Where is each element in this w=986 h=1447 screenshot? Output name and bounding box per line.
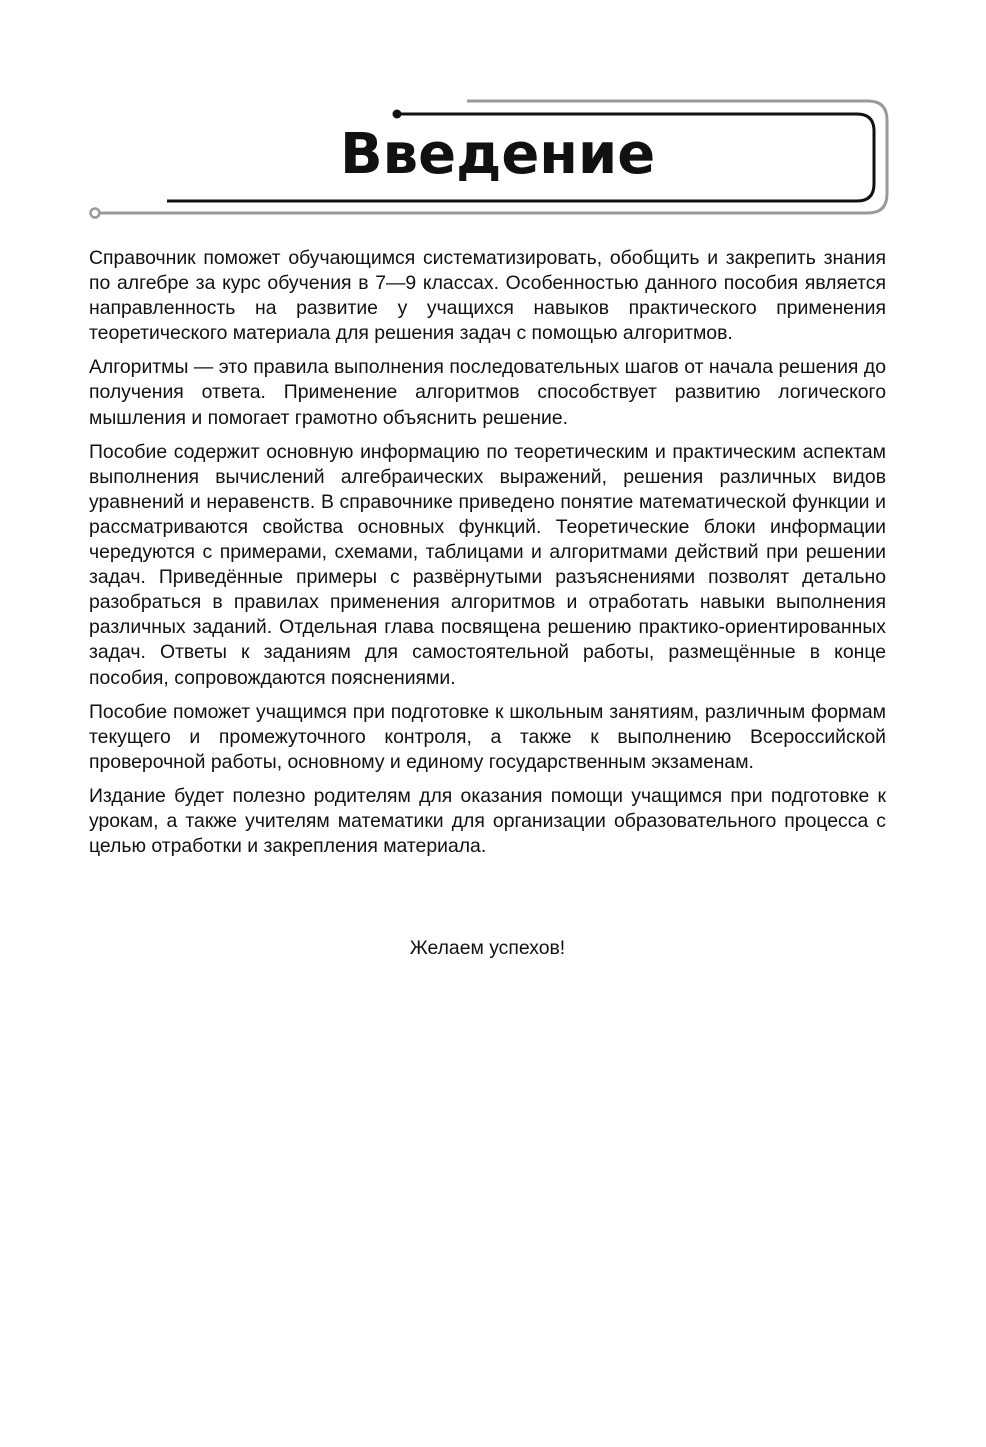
paragraph-4: Пособие поможет учащимся при подготовке к школьным занятиям, различным формам текущего и промежуточного контроля, а также к выполнению Всероссийской проверочной работы, основному и единому государственным экзаменам. xyxy=(89,700,886,773)
paragraph-3: Пособие содержит основную информацию по теоретическим и практическим аспектам выполнения вычислений алгебраических выражений, решения различных видов уравнений и неравенств. В справочнике приведено понятие математической функции и рассматриваются свойства основных функций. Теоретические блоки информации чередуются с примерами, схемами, таблицами и алгоритмами действий при решении задач. Приведённые примеры с развёрнутыми разъяснениями позволят детально разобраться в правилах применения алгоритмов и отработать навыки выполнения различных заданий. Отдельная глава посвящена решению практико-ориентированных задач. Ответы к заданиям для самостоятельной работы, размещённые в конце пособия, сопровождаются пояснениями. xyxy=(89,440,886,689)
header-frame-top-dot xyxy=(393,110,402,119)
chapter-title: Введение xyxy=(340,122,656,187)
paragraph-5: Издание будет полезно родителям для оказания помощи учащимся при подготовке к урокам, а также учителям математики для организации образовательного процесса с целью отработки и закрепления материала. xyxy=(89,784,886,858)
header-frame-left-dot xyxy=(91,209,100,218)
paragraph-1: Справочник поможет обучающимся систематизировать, обобщить и закрепить знания по алгебре за курс обучения в 7—9 классах. Особенностью данного пособия является направленность на развитие у учащихся навыков практического применения теоретического материала для решения задач с помощью алгоритмов. xyxy=(89,247,886,345)
paragraph-2: Алгоритмы — это правила выполнения последовательных шагов от начала решения до получения ответа. Применение алгоритмов способствует развитию логического мышления и помогает грамотно объяснить решение. xyxy=(89,356,886,429)
body-text xyxy=(89,246,886,868)
closing-line: Желаем успехов! xyxy=(409,937,566,959)
